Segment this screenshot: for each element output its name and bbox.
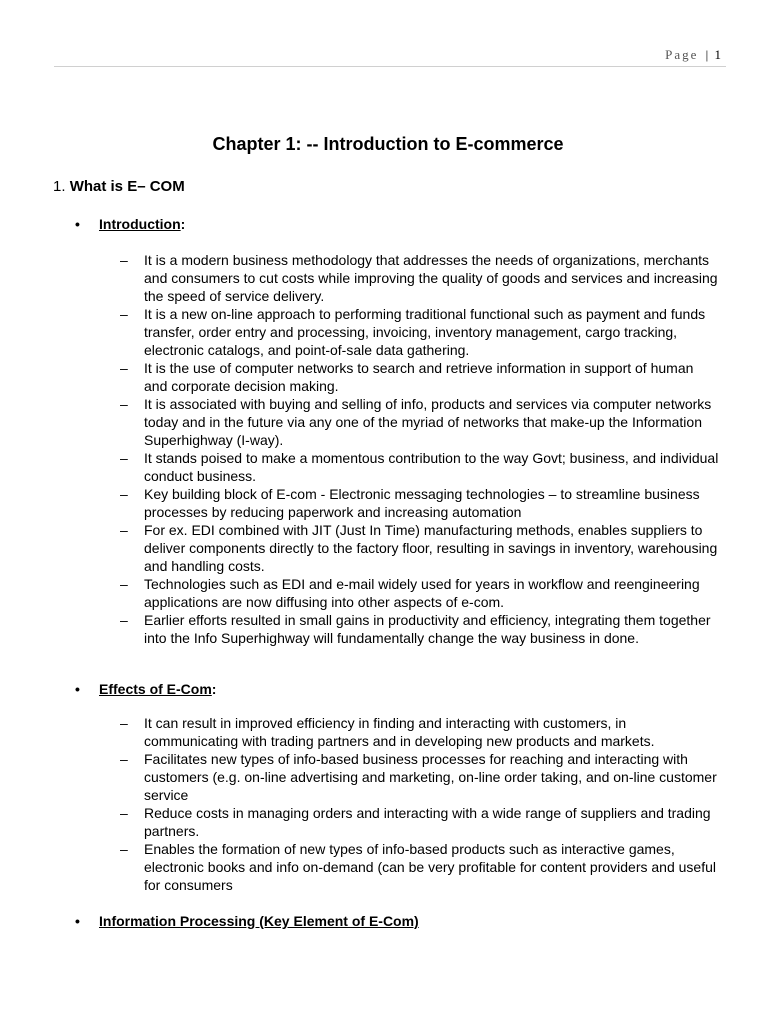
list-item-text: It is a modern business methodology that addresses the needs of organizations, merchants and consumers to cut costs while improving the quality of goods and services and increasing the speed of service delivery.: [144, 252, 718, 304]
dash-icon: –: [120, 612, 128, 628]
bullet-title: Effects of E-Com: [99, 681, 212, 697]
dash-icon: –: [120, 306, 128, 322]
list-item: [120, 804, 720, 840]
list-item-text: It is a new on-line approach to performing traditional functional such as payment and funds transfer, order entry and processing, invoicing, inventory management, cargo tracking, electronic catalogs, and point-of-sale data gathering.: [144, 306, 706, 358]
section-number: 1.: [53, 178, 66, 195]
list-item-text: Facilitates new types of info-based business processes for reaching and interacting with customers (e.g. on-line advertising and marketing, on-line order taking, and on-line customer service: [144, 751, 717, 803]
bullet-effects: [75, 680, 216, 698]
chapter-title: Chapter 1: -- Introduction to E-commerce: [212, 134, 564, 154]
list-item: [120, 611, 720, 647]
section-heading: [53, 178, 185, 196]
bullet-dot-icon: •: [75, 681, 80, 697]
header-divider: [54, 66, 726, 67]
dash-icon: –: [120, 360, 128, 376]
dash-icon: –: [120, 486, 128, 502]
bullet-title: Information Processing (Key Element of E-Com): [99, 913, 419, 929]
bullet-dot-icon: •: [75, 913, 80, 929]
list-item: [120, 521, 720, 575]
list-item: [120, 305, 720, 359]
list-item-text: For ex. EDI combined with JIT (Just In Time) manufacturing methods, enables suppliers to deliver components directly to the factory floor, resulting in savings in inventory, warehousing and handling costs.: [144, 522, 718, 574]
list-item-text: Technologies such as EDI and e-mail widely used for years in workflow and reengineering applications are now diffusing into other aspects of e-com.: [144, 576, 700, 610]
dash-icon: –: [120, 576, 128, 592]
list-item-text: It is associated with buying and selling of info, products and services via computer networks today and in the future via any one of the myriad of networks that make-up the Information Superhighway (I-way).: [144, 396, 712, 448]
list-item: [120, 575, 720, 611]
section-title: What is E– COM: [69, 178, 185, 195]
list-item: [120, 359, 720, 395]
dash-icon: –: [120, 715, 128, 731]
list-item: [120, 449, 720, 485]
dash-icon: –: [120, 252, 128, 268]
bullet-information-processing: [75, 912, 419, 930]
dash-icon: –: [120, 805, 128, 821]
dash-icon: –: [120, 751, 128, 767]
dash-icon: –: [120, 841, 128, 857]
effects-list: [120, 714, 720, 894]
list-item: [120, 750, 720, 804]
list-item-text: It is the use of computer networks to search and retrieve information in support of human and corporate decision making.: [144, 360, 694, 394]
list-item-text: Enables the formation of new types of info-based products such as interactive games, electronic books and info on-demand (can be very profitable for content providers and useful for consumers: [144, 841, 717, 893]
page-header: [665, 47, 721, 63]
list-item: [120, 395, 720, 449]
dash-icon: –: [120, 396, 128, 412]
list-item: [120, 485, 720, 521]
bullet-introduction: [75, 215, 185, 233]
list-item-text: Earlier efforts resulted in small gains in productivity and efficiency, integrating them together into the Info Superhighway will fundamentally change the way business in done.: [144, 612, 711, 646]
list-item-text: It stands poised to make a momentous contribution to the way Govt; business, and individual conduct business.: [144, 450, 719, 484]
dash-icon: –: [120, 450, 128, 466]
page-separator: |: [705, 47, 709, 62]
page-number: 1: [714, 47, 721, 62]
bullet-suffix: :: [211, 681, 217, 697]
dash-icon: –: [120, 522, 128, 538]
page-label: Page: [665, 47, 699, 62]
list-item-text: It can result in improved efficiency in finding and interacting with customers, in communicating with trading partners and in developing new products and markets.: [144, 715, 655, 749]
bullet-dot-icon: •: [75, 216, 80, 232]
list-item: [120, 251, 720, 305]
bullet-suffix: :: [180, 216, 186, 232]
bullet-title: Introduction: [99, 216, 181, 232]
list-item: [120, 840, 720, 894]
list-item-text: Key building block of E-com - Electronic messaging technologies – to streamline business processes by reducing paperwork and increasing automation: [144, 486, 700, 520]
list-item-text: Reduce costs in managing orders and interacting with a wide range of suppliers and trading partners.: [144, 805, 711, 839]
introduction-list: [120, 251, 720, 647]
list-item: [120, 714, 720, 750]
